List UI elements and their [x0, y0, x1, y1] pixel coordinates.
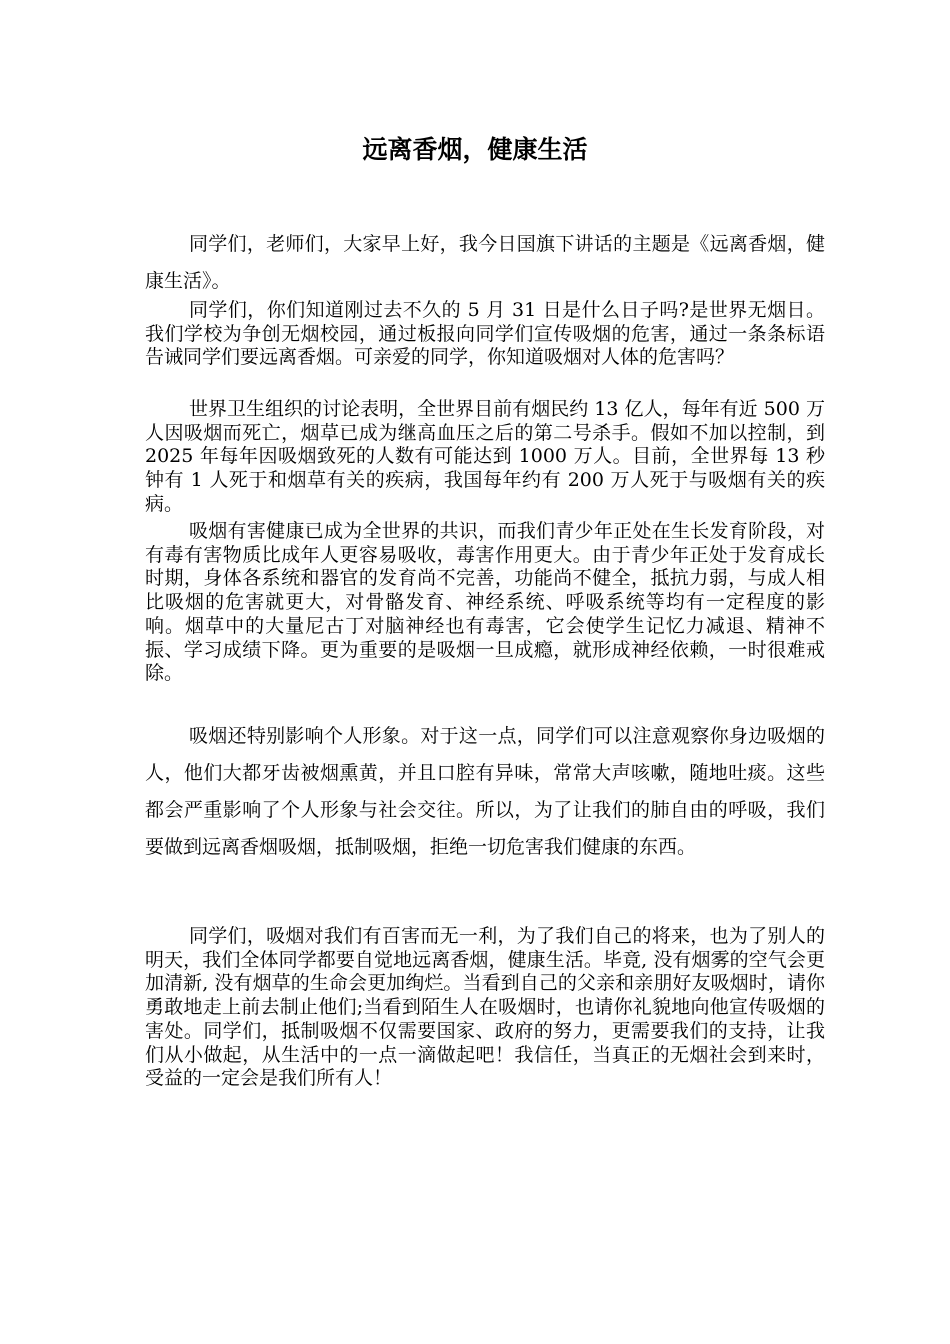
- paragraph-personal-image: 吸烟还特别影响个人形象。对于这一点，同学们可以注意观察你身边吸烟的人，他们大都牙齿被烟熏黄，并且口腔有异味，常常大声咳嗽，随地吐痰。这些都会严重影响了个人形象与社会交往。所以，为了让我们的肺自由的呼吸，我们要做到远离香烟吸烟，抵制吸烟，拒绝一切危害我们健康的东西。: [145, 725, 825, 858]
- document-title: 远离香烟，健康生活: [362, 135, 588, 164]
- paragraph-youth-harm: 吸烟有害健康已成为全世界的共识，而我们青少年正处在生长发育阶段，对有毒有害物质比成年人更容易吸收，毒害作用更大。由于青少年正处于发育成长时期，身体各系统和器官的发育尚不完善，功能尚不健全，抵抗力弱，与成人相比吸烟的危害就更大，对骨骼发育、神经系统、呼吸系统等均有一定程度的影响。烟草中的大量尼古丁对脑神经也有毒害，它会使学生记忆力减退、精神不振、学习成绩下降。更为重要的是吸烟一旦成瘾，就形成神经依赖，一时很难戒除。: [145, 520, 825, 685]
- paragraph-who-statistics: 世界卫生组织的讨论表明，全世界目前有烟民约 13 亿人，每年有近 500 万人因吸烟而死亡，烟草已成为继高血压之后的第二号杀手。假如不加以控制，到 2025 年每年因吸烟致死的人数有可能达到 1000 万人。目前，全世界每 13 秒钟有 1 人死于和烟草有关的疾病，我国每年约有 200 万人死于与吸烟有关的疾病。: [145, 398, 825, 515]
- paragraph-conclusion: 同学们，吸烟对我们有百害而无一利，为了我们自己的将来，也为了别人的明天，我们全体同学都要自觉地远离香烟，健康生活。毕竟, 没有烟雾的空气会更加清新, 没有烟草的生命会更加绚烂。当看到自己的父亲和亲朋好友吸烟时，请你勇敢地走上前去制止他们;当看到陌生人在吸烟时，也请你礼貌地向他宣传吸烟的害处。同学们，抵制吸烟不仅需要国家、政府的努力，更需要我们的支持，让我们从小做起，从生活中的一点一滴做起吧！我信任，当真正的无烟社会到来时，受益的一定会是我们所有人！: [145, 925, 825, 1090]
- paragraph-greeting: 同学们，老师们，大家早上好，我今日国旗下讲话的主题是《远离香烟，健康生活》。: [145, 233, 825, 292]
- paragraph-world-no-tobacco-day: 同学们，你们知道刚过去不久的 5 月 31 日是什么日子吗?是世界无烟日。我们学校为争创无烟校园，通过板报向同学们宣传吸烟的危害，通过一条条标语告诫同学们要远离香烟。可亲爱的同学，你知道吸烟对人体的危害吗？: [145, 299, 825, 369]
